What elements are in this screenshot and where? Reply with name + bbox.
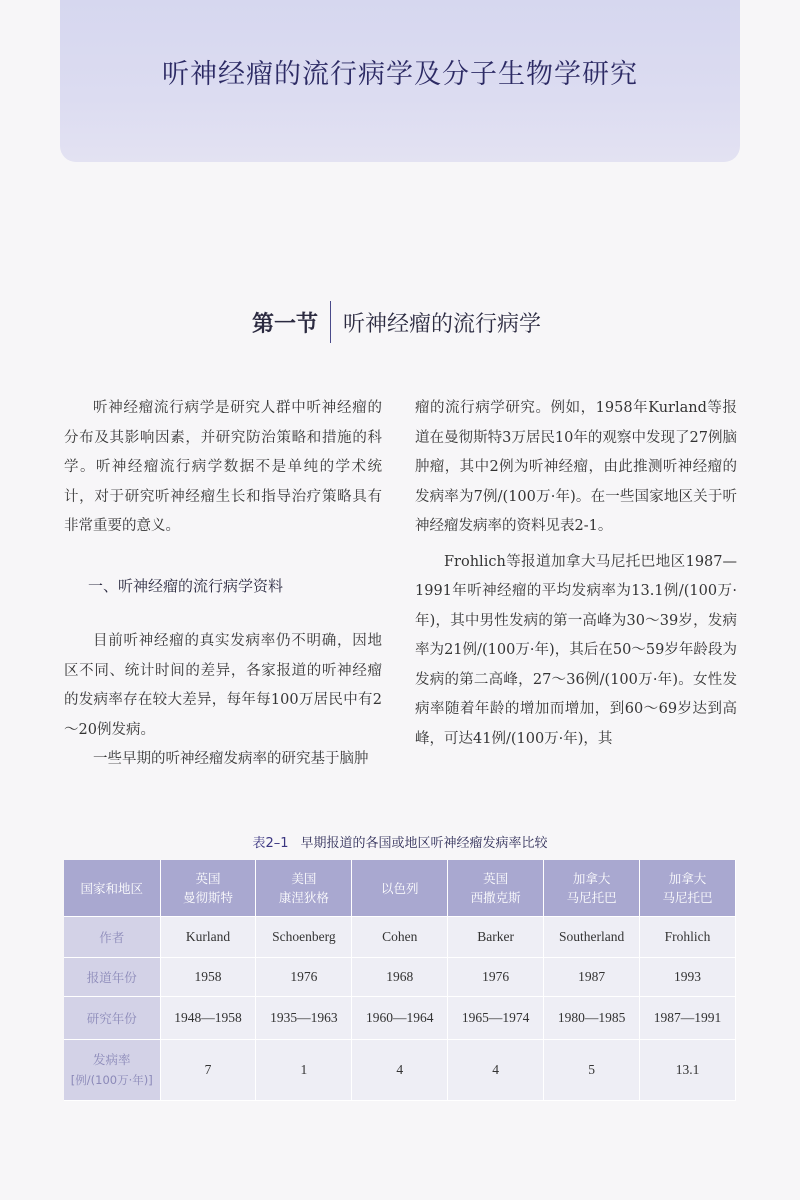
row-label-report-year: 报道年份 xyxy=(64,958,160,997)
table-cell: 1987 xyxy=(544,958,640,997)
early-studies-paragraph-cont: 瘤的流行病学研究。例如，1958年Kurland等报道在曼彻斯特3万居民10年的观察中发现了27例脑肿瘤，其中2例为听神经瘤，由此推测听神经瘤的发病率为7例/(100万·年)。在一些国家地区关于听神经瘤发病率的资料见表2-1。 xyxy=(415,400,737,534)
table-cell: 1948—1958 xyxy=(160,997,256,1040)
header-country: 英国 xyxy=(195,871,221,886)
header-country: 加拿大 xyxy=(572,871,611,886)
row-label-author: 作者 xyxy=(64,917,160,958)
header-country: 以色列 xyxy=(381,880,419,896)
frohlich-paragraph: Frohlich等报道加拿大马尼托巴地区1987—1991年听神经瘤的平均发病率为13.1例/(100万·年)，其中男性发病的第一高峰为30～39岁，发病率为21例/(100万·年)，其后在50～59岁年龄段为发病的第二高峰，27～36例/(100万·年)。女性发病率随着年龄的增加而增加，到60～69岁达到高峰，可达41例/(100万·年)，其 xyxy=(415,553,737,747)
header-cell xyxy=(352,860,448,917)
table-caption-number: 表2–1 xyxy=(252,836,289,851)
header-country: 加拿大 xyxy=(668,871,707,886)
table-cell: 1980—1985 xyxy=(544,997,640,1040)
header-cell xyxy=(160,860,256,917)
table-cell: 1976 xyxy=(256,958,352,997)
header-region: 西撒克斯 xyxy=(470,890,521,905)
header-region: 马尼托巴 xyxy=(566,890,617,905)
table-row-report-year xyxy=(64,958,736,997)
section-divider xyxy=(330,301,331,343)
header-country: 美国 xyxy=(291,871,317,886)
table-cell: 1958 xyxy=(160,958,256,997)
left-column xyxy=(64,394,382,775)
table-cell: Barker xyxy=(448,917,544,958)
header-label: 国家和地区 xyxy=(64,860,160,917)
table-cell: 4 xyxy=(448,1040,544,1101)
table-cell: 1987—1991 xyxy=(640,997,736,1040)
table-cell: 13.1 xyxy=(640,1040,736,1101)
table-cell: 5 xyxy=(544,1040,640,1101)
table-caption xyxy=(0,832,800,851)
chapter-banner xyxy=(60,0,740,162)
table-cell: 1993 xyxy=(640,958,736,997)
header-region: 曼彻斯特 xyxy=(182,890,233,905)
header-region: 康涅狄格 xyxy=(278,890,329,905)
header-cell xyxy=(640,860,736,917)
chapter-title: 听神经瘤的流行病学及分子生物学研究 xyxy=(162,59,638,90)
table-cell: Southerland xyxy=(544,917,640,958)
table-row-study-period xyxy=(64,997,736,1040)
table-row-author xyxy=(64,917,736,958)
rate-unit: [例/(100万·年)] xyxy=(70,1073,153,1087)
incidence-paragraph: 目前听神经瘤的真实发病率仍不明确，因地区不同、统计时间的差异，各家报道的听神经瘤的发病率存在较大差异，每年每100万居民中有2～20例发病。 xyxy=(64,633,382,738)
header-cell xyxy=(544,860,640,917)
incidence-table xyxy=(64,860,736,1101)
subheading: 一、听神经瘤的流行病学资料 xyxy=(88,576,284,595)
header-region: 马尼托巴 xyxy=(662,890,713,905)
table-cell: 1935—1963 xyxy=(256,997,352,1040)
table-cell: Kurland xyxy=(160,917,256,958)
table-cell: 1 xyxy=(256,1040,352,1101)
table-cell: 7 xyxy=(160,1040,256,1101)
section-title: 听神经瘤的流行病学 xyxy=(343,311,542,337)
row-label-study-period: 研究年份 xyxy=(64,997,160,1040)
table-cell: 4 xyxy=(352,1040,448,1101)
table-header-row xyxy=(64,860,736,917)
section-heading xyxy=(252,298,541,346)
table-cell: 1976 xyxy=(448,958,544,997)
table-cell: Schoenberg xyxy=(256,917,352,958)
header-country: 英国 xyxy=(483,871,509,886)
section-number: 第一节 xyxy=(252,311,319,337)
table-cell: 1960—1964 xyxy=(352,997,448,1040)
table-row-rate xyxy=(64,1040,736,1101)
table-cell: Cohen xyxy=(352,917,448,958)
rate-title: 发病率 xyxy=(92,1052,131,1067)
right-column xyxy=(415,394,737,754)
header-cell xyxy=(448,860,544,917)
header-cell xyxy=(256,860,352,917)
intro-paragraph: 听神经瘤流行病学是研究人群中听神经瘤的分布及其影响因素，并研究防治策略和措施的科学。听神经瘤流行病学数据不是单纯的学术统计，对于研究听神经瘤生长和指导治疗策略具有非常重要的意义。 xyxy=(64,400,382,534)
table-cell: 1965—1974 xyxy=(448,997,544,1040)
early-studies-paragraph-start: 一些早期的听神经瘤发病率的研究基于脑肿 xyxy=(93,751,369,767)
row-label-rate xyxy=(64,1040,160,1101)
table-caption-text: 早期报道的各国或地区听神经瘤发病率比较 xyxy=(300,836,548,851)
table-cell: Frohlich xyxy=(640,917,736,958)
table-cell: 1968 xyxy=(352,958,448,997)
